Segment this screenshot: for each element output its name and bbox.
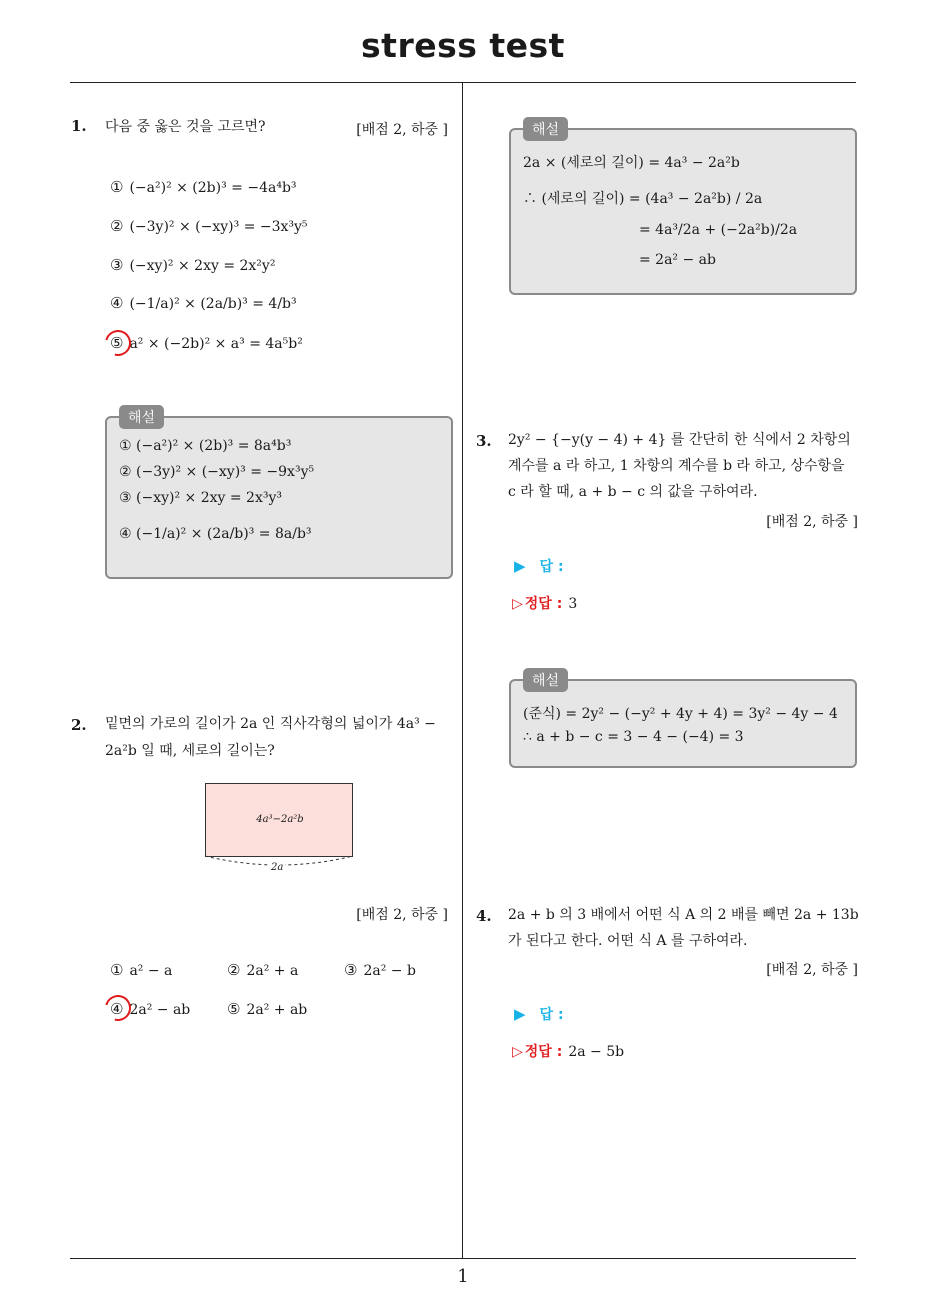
solution-line: = 4a³/2a + (−2a²b)/2a [639, 222, 798, 238]
question-3-correct-answer [512, 593, 577, 613]
correct-label: 정답 : [524, 1044, 563, 1060]
solution-line: ③ (−xy)² × 2xy = 2x³y³ [119, 490, 282, 506]
option-number: ① [110, 178, 124, 196]
header-rule [70, 82, 856, 83]
option-text: 2a² − b [363, 963, 416, 979]
option-number: ③ [110, 256, 124, 274]
q1-option-4[interactable] [110, 294, 297, 312]
question-1-number: 1. [71, 117, 87, 135]
footer-rule [70, 1258, 856, 1259]
option-text: 2a² + a [246, 963, 299, 979]
answer-label: 답 : [539, 1007, 564, 1023]
solution-line: = 2a² − ab [639, 252, 716, 268]
question-3-solution-box [509, 673, 857, 768]
question-3-number: 3. [476, 432, 492, 450]
question-3-text-line-2: 계수를 a 라 하고, 1 차항의 계수를 b 라 하고, 상수항을 [508, 458, 845, 474]
question-2-score: [배점 2, 하중 ] [356, 907, 448, 923]
question-1-text: 다음 중 옳은 것을 고르면? [105, 119, 266, 135]
option-text: (−xy)² × 2xy = 2x²y² [129, 258, 276, 274]
option-number: ⑤ [110, 334, 124, 352]
option-text: 2a² − ab [129, 1002, 191, 1018]
q1-option-5[interactable] [110, 334, 303, 352]
option-number: ① [110, 961, 124, 979]
selected-answer-circle-icon [100, 990, 136, 1026]
play-triangle-icon: ▶ [514, 557, 526, 575]
question-2-number: 2. [71, 716, 87, 734]
option-number: ② [227, 961, 241, 979]
question-3-score: [배점 2, 하중 ] [766, 514, 858, 530]
page-title: stress test [361, 26, 565, 65]
q2-option-1[interactable] [110, 961, 172, 979]
option-number: ⑤ [227, 1000, 241, 1018]
option-text: a² × (−2b)² × a³ = 4a⁵b² [129, 336, 303, 352]
question-4-text-line-1: 2a + b 의 3 배에서 어떤 식 A 의 2 배를 빼면 2a + 13b [508, 907, 859, 923]
q1-option-2[interactable] [110, 217, 308, 235]
rectangle-figure [205, 783, 353, 857]
q2-option-5[interactable] [227, 1000, 307, 1018]
question-4-text-line-2: 가 된다고 한다. 어떤 식 A 를 구하여라. [508, 933, 748, 949]
question-4-answer-field[interactable] [514, 1004, 564, 1024]
correct-value: 3 [568, 596, 578, 612]
outline-triangle-icon: ▷ [512, 1044, 523, 1060]
question-2-text-line-1: 밑면의 가로의 길이가 2a 인 직사각형의 넓이가 4a³ − [105, 716, 436, 732]
solution-line: ∴ (세로의 길이) = (4a³ − 2a²b) / 2a [523, 191, 763, 207]
option-text: (−1/a)² × (2a/b)³ = 4/b³ [129, 296, 297, 312]
correct-label: 정답 : [524, 596, 563, 612]
option-text: (−a²)² × (2b)³ = −4a⁴b³ [129, 180, 297, 196]
q2-option-3[interactable] [344, 961, 416, 979]
question-2-solution-box [509, 122, 857, 295]
solution-line: (준식) = 2y² − (−y² + 4y + 4) = 3y² − 4y − 4 [523, 706, 838, 722]
solution-line: ① (−a²)² × (2b)³ = 8a⁴b³ [119, 438, 292, 454]
question-1-solution-box [105, 410, 453, 579]
q2-option-2[interactable] [227, 961, 298, 979]
rectangle-width-label: 2a [271, 862, 284, 873]
option-text: 2a² + ab [246, 1002, 308, 1018]
selected-answer-circle-icon [100, 325, 136, 361]
solution-tag: 해설 [523, 668, 568, 692]
question-4-number: 4. [476, 907, 492, 925]
option-number: ④ [110, 294, 124, 312]
question-3-answer-field[interactable] [514, 556, 564, 576]
question-4-correct-answer [512, 1041, 624, 1061]
correct-value: 2a − 5b [568, 1044, 625, 1060]
solution-line: ② (−3y)² × (−xy)³ = −9x³y⁵ [119, 464, 315, 480]
question-3-text-line-3: c 라 할 때, a + b − c 의 값을 구하여라. [508, 484, 758, 500]
option-number: ④ [110, 1000, 124, 1018]
q1-option-3[interactable] [110, 256, 275, 274]
solution-line: ④ (−1/a)² × (2a/b)³ = 8a/b³ [119, 526, 312, 542]
question-4-score: [배점 2, 하중 ] [766, 962, 858, 978]
solution-tag: 해설 [523, 117, 568, 141]
outline-triangle-icon: ▷ [512, 596, 523, 612]
play-triangle-icon: ▶ [514, 1005, 526, 1023]
option-text: (−3y)² × (−xy)³ = −3x³y⁵ [129, 219, 308, 235]
question-1-score: [배점 2, 하중 ] [356, 122, 448, 138]
solution-tag: 해설 [119, 405, 164, 429]
option-number: ③ [344, 961, 358, 979]
option-text: a² − a [129, 963, 173, 979]
q1-option-1[interactable] [110, 178, 297, 196]
solution-line: 2a × (세로의 길이) = 4a³ − 2a²b [523, 155, 740, 171]
question-2-text-line-2: 2a²b 일 때, 세로의 길이는? [105, 743, 275, 759]
page-number: 1 [457, 1266, 469, 1287]
solution-line: ∴ a + b − c = 3 − 4 − (−4) = 3 [523, 729, 744, 745]
rectangle-area-label: 4a³−2a²b [256, 814, 304, 825]
option-number: ② [110, 217, 124, 235]
column-divider [462, 83, 463, 1258]
question-3-text-line-1: 2y² − {−y(y − 4) + 4} 를 간단히 한 식에서 2 차항의 [508, 432, 851, 448]
answer-label: 답 : [539, 559, 564, 575]
